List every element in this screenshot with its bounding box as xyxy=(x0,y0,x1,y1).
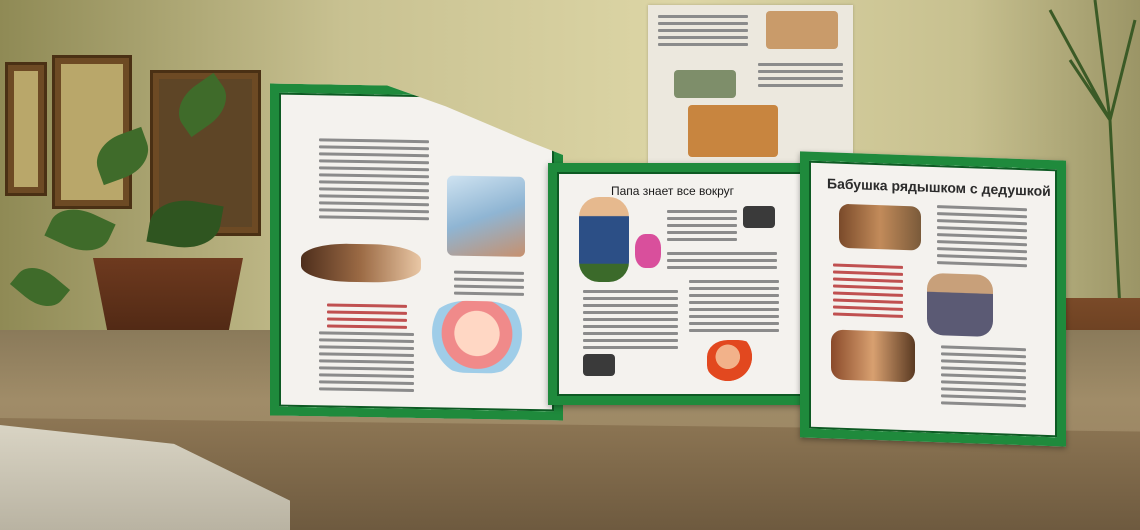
poster-picture-2 xyxy=(674,70,736,98)
stand-panel-middle xyxy=(548,163,816,405)
mother-and-baby-picture xyxy=(447,176,525,257)
middle-panel-text-1 xyxy=(667,210,737,245)
left-panel-text-3 xyxy=(454,271,524,300)
grandmother-picture xyxy=(927,273,993,337)
girl-cartoon-picture xyxy=(635,234,661,268)
poster-picture-3 xyxy=(688,105,778,157)
stand-panel-right xyxy=(800,151,1066,446)
left-panel-poem xyxy=(319,138,429,224)
poster-text xyxy=(658,15,748,50)
poster-picture-1 xyxy=(766,11,838,49)
tools-icon-bottom xyxy=(583,354,615,376)
child-cartoon-picture xyxy=(707,340,759,382)
father-cartoon-picture xyxy=(579,197,629,282)
wall-frame-2 xyxy=(52,55,132,209)
right-panel-title: Бабушка рядышком с дедушкой xyxy=(827,175,1051,200)
babies-picture xyxy=(301,243,421,283)
grandparents-picture-top xyxy=(839,204,921,251)
middle-panel-text-2 xyxy=(667,252,777,273)
left-panel-text-2 xyxy=(319,331,414,396)
right-panel-text-1 xyxy=(937,205,1027,271)
left-panel-text-red xyxy=(327,303,407,332)
wall-poster xyxy=(648,5,853,170)
right-panel-text-2 xyxy=(833,264,903,322)
tools-icon-top xyxy=(743,206,775,228)
right-panel-text-3 xyxy=(941,345,1026,411)
middle-panel-title: Папа знает все вокруг xyxy=(611,184,735,198)
middle-panel-text-3 xyxy=(583,290,678,353)
baby-cartoon-picture xyxy=(427,300,527,374)
poster-text-2 xyxy=(758,63,843,91)
wall-frame-1 xyxy=(5,62,47,196)
grandparents-picture-bottom xyxy=(831,329,915,382)
middle-panel-text-4 xyxy=(689,280,779,336)
